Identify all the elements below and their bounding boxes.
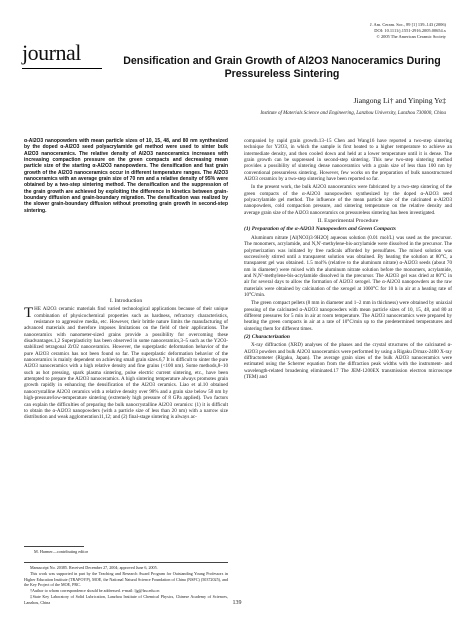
- intro-paragraph: [24, 306, 228, 420]
- editor-rule: [24, 546, 84, 547]
- drop-cap: T: [24, 305, 34, 322]
- footnote-rule: [24, 562, 228, 563]
- paragraph: Aluminum nitrate [Al(NO3)3·9H2O] aqueous solution (0.01 mol/L) was used as the precursor. The monomers, acrylamide, and N,N′-methylene-bis-acrylamide were dissolved in the precursor. The polymerization was initiated by free radicals afforded by persulfates. The mixed solution was successively stirred until a transparent solution was obtained. By heating the solution at 80°C, a transparent gel was obtained. 1.5 mol% (relative to the aluminum nitrate) α-Al2O3 seeds (about 70 nm in diameter) were mixed with the aluminum nitrate solution before the monomers, acrylamide, and N,N′-methylene-bis-acrylamide dissolved in the precursor. The Al2O3 gel was dried at 80°C in air for several days to allow the formation of Al2O3 xerogel. The α-Al2O3 nanopowders as the raw materials were obtained by calcination of the xerogel at 1000°C for 10 h in air at a heating rate of 10°C/min.: [244, 234, 452, 298]
- footnote-affiliation: ‡State Key Laboratory of Solid Lubrication, Lanzhou Institute of Chemical Physics, Chinese Academy of Sciences, Lanzhou, China: [24, 594, 228, 605]
- paragraph: The green compact pellets (8 mm in diameter and 1–2 mm in thickness) were obtained by uniaxial pressing of the calcinated α-Al2O3 nanopowders with mean particle sizes of 10, 15, 48, and 80 at different pressures for 5 min in air at room temperature. The Al2O3 nanoceramics were prepared by heating the green compacts in air at a rate of 10°C/min up to the predetermined temperatures and sintering them for different times.: [244, 300, 452, 332]
- journal-rule: [22, 68, 102, 69]
- section-heading-experimental: II. Experimental Procedure: [317, 218, 379, 225]
- title-line-2: Pressureless Sintering: [224, 68, 340, 80]
- footnote-manuscript: Manuscript No. 20385. Received December 27, 2004; approved June 6, 2005.: [30, 565, 158, 570]
- contributing-editor: M. Harmer—contributing editor: [34, 549, 89, 554]
- right-column: [244, 138, 452, 382]
- citation-line-1: J. Am. Ceram. Soc., 89 [1] 139–143 (2006): [369, 22, 446, 27]
- page-number: 139: [232, 600, 242, 606]
- paragraph: In the present work, the bulk Al2O3 nanoceramics were fabricated by a two-step sintering of the green compacts of the α-Al2O3 nanopowders synthesized by the doped α-Al2O3 seed polyacrylamide gel method. The influence of the mean particle size of the calcinated α-Al2O3 nanopowders, cold compaction pressure, and sintering temperature on the relative density and average grain size of the Al2O3 nanoceramics on pressureless sintering has been investigated.: [244, 184, 452, 216]
- left-column: [24, 298, 228, 423]
- citation-doi: DOI: 10.1111/j.1551-2916.2005.00654.x: [374, 28, 446, 34]
- affiliation: Institute of Materials Science and Engineering, Lanzhou University, Lanzhou 730000, China: [260, 111, 446, 116]
- footnote-funding: This work was supported in part by the Teaching and Research Award Program for Outstanding Young Professors in Higher Education Institute (TRAPOYP), MOE, the National Natural Science Foundation of China (NSFC) (50372025), and the Key Project of the MOE, PRC.: [24, 571, 228, 587]
- intro-text: HE Al2O3 ceramic materials find varied technological applications because of their unique combination of physicochemical properties such as hardness, refractory characteristics, resistance to aggressive media, etc. However, their brittle nature limits the manufacturing of advanced materials and therefore imposes limitations on the field of their applications. The nanoceramics with nanometer-sized grains provide a possibility for overcoming these disadvantages.1,2 Superplasticity has been observed in some nanoceramics,3–5 such as the Y2O3-stabilized tetragonal ZrO2 nanoceramics. However, the superplastic deformation behavior of the pure Al2O3 ceramics has not been found so far. The superplastic deformation behavior of the nanoceramics is mainly dependent on achieving small grain sizes.6,7 It is difficult to sinter the pure Al2O3 nanoceramics with a high relative density and fine grains (<100 nm). Some methods,8–10 such as hot pressing, spark plasma sintering, pulse electric current sintering, etc., have been attempted to prepare the Al2O3 nanoceramics. A high sintering temperature always promotes grain growth rapidly in enhancing the densification of the Al2O3 ceramics. Liao et al.10 obtained nanocrystalline Al2O3 ceramics with a relative density over 98% and a grain size below 50 nm by high-pressure/low-temperature sintering (extremely high pressure of 8 GPa applied). Two factors can explain the difficulties of preparing the bulk nanocrystalline Al2O3 ceramics: (1) it is difficult to obtain the α-Al2O3 nanopowders (with a particle size of less than 20 nm) with a narrow size distribution and weak agglomeration11,12; and (2) final-stage sintering is always ac-: [24, 306, 228, 421]
- abstract: α-Al2O3 nanopowders with mean particle sizes of 10, 15, 48, and 80 nm synthesized by the doped α-Al2O3 seed polyacrylamide gel method were used to sinter bulk Al2O3 nanoceramics. The relative density of Al2O3 nanoceramics increases with increasing compaction pressure on the green compacts and decreasing mean particle size of the starting α-Al2O3 nanopowders. The densification and fast grain growth of the Al2O3 nanoceramics occur in different temperature ranges. The Al2O3 nanoceramics with an average grain size of 70 nm and a relative density of 95% were obtained by a two-step sintering method. The densification and the suppression of the grain growth are achieved by exploiting the difference in kinetics between grain-boundary diffusion and grain-boundary migration. The densification was realized by the slower grain-boundary diffusion without promoting grain growth in second-step sintering.: [24, 138, 228, 214]
- footnote-corresponding-author: †Author to whom correspondence should be addressed. e-mail: ljg@lzu.edu.cn: [30, 588, 160, 594]
- paragraph: companied by rapid grain growth.13–15 Chen and Wang16 have reported a two-step sintering technique for Y2O3, in which the sample is first heated to a higher temperature to achieve an intermediate density, and then cooled down and held at a lower temperature until it is dense. The grain growth can be suppressed in second-step sintering. This new two-step sintering method provides a possibility of sintering dense nanoceramics with a grain size of less than 100 nm by conventional pressureless sintering. However, few works on the preparation of bulk nanostructured Al2O3 ceramics by a two-step sintering have been reported so far.: [244, 138, 452, 183]
- subsection-heading-preparation: (1) Preparation of the α-Al2O3 Nanopowders and Green Compacts: [244, 226, 396, 233]
- article-title: [112, 55, 452, 81]
- title-line-1: Densification and Grain Growth of Al2O3 Nanoceramics During: [123, 55, 441, 67]
- copyright-line: © 2005 The American Ceramic Society: [376, 34, 446, 40]
- subsection-heading-characterization: (2) Characterization: [244, 333, 290, 340]
- paragraph: X-ray diffraction (XRD) analyses of the phases and the crystal structures of the calcinated α-Al2O3 powders and bulk Al2O3 nanoceramics were performed by using a Rigaku D/max-2400 X-ray diffractometer (Rigaku, Japan). The average grain sizes of the bulk Al2O3 nanoceramics were estimated using the Scherrer equation from the diffraction peak widths with the instrument- and wavelength-related broadening eliminated.17 The JEM-1200EX transmission electron microscope (TEM) and: [244, 342, 452, 381]
- citation-block: [370, 22, 446, 41]
- section-heading-introduction: I. Introduction: [109, 298, 143, 304]
- author-list: Jiangong Li† and Yinping Ye‡: [353, 96, 446, 105]
- journal-logo: journal: [22, 40, 81, 65]
